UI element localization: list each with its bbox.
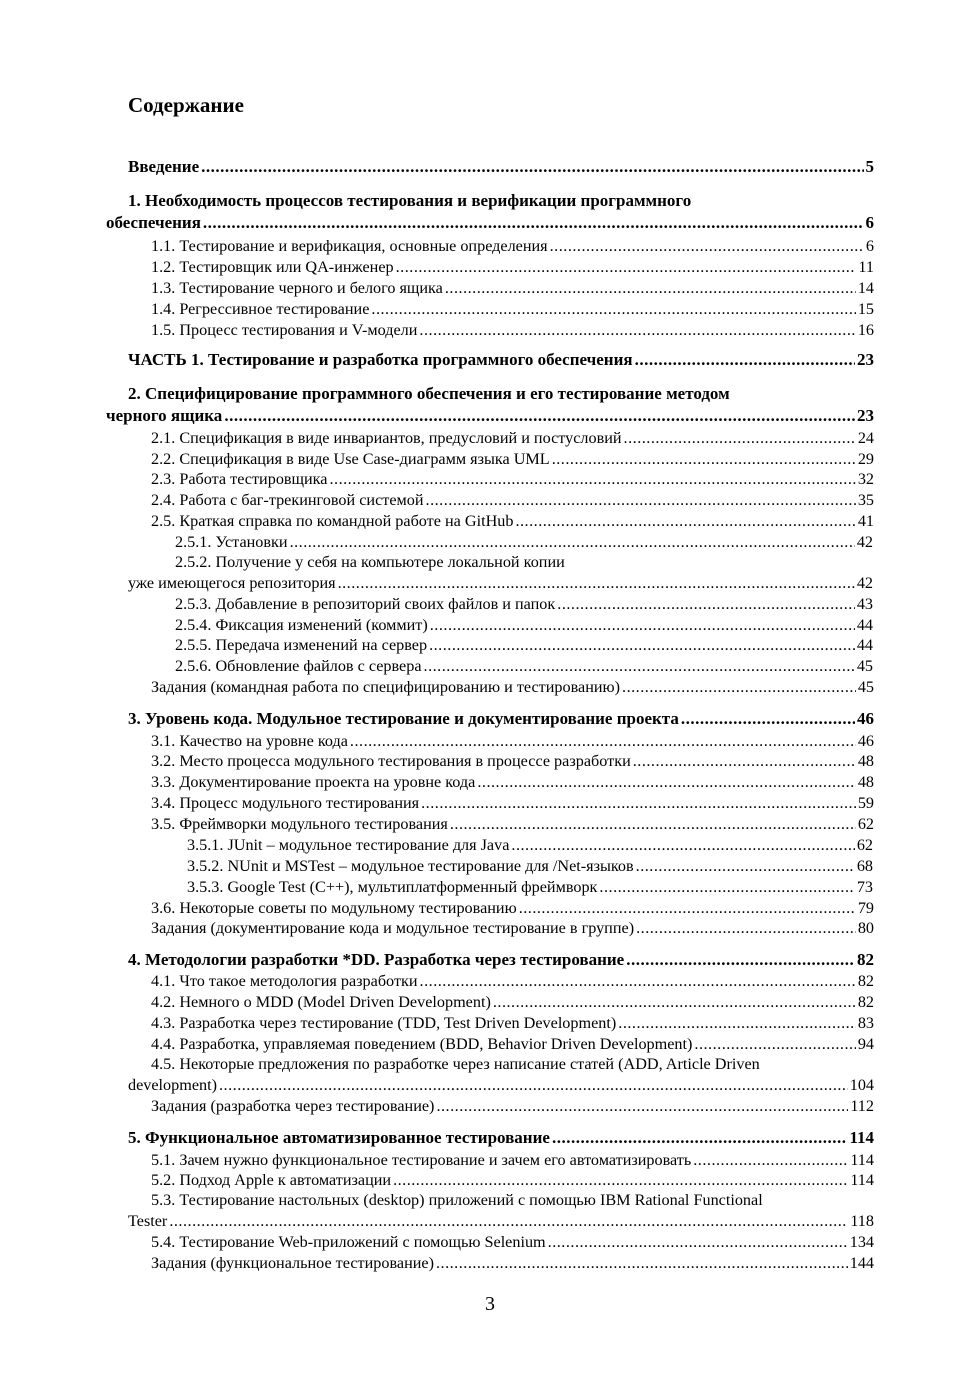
toc-entry-text: уже имеющегося репозитория <box>128 574 336 592</box>
toc-entry-page: 6 <box>865 213 874 232</box>
toc-entry-tasks-5[interactable] <box>151 1252 874 1274</box>
toc-entry-text: 3.1. Качество на уровне кода <box>151 732 348 750</box>
dot-leader <box>338 572 855 594</box>
toc-entry-page: 42 <box>856 574 873 592</box>
toc-entry-4-1[interactable] <box>151 970 874 992</box>
toc-entry-text: 1.4. Регрессивное тестирование <box>151 300 370 318</box>
dot-leader <box>626 949 855 971</box>
dot-leader <box>219 1074 848 1096</box>
dot-leader <box>224 405 855 427</box>
toc-entry-2-5-2[interactable] <box>128 572 873 594</box>
dot-leader <box>396 256 857 278</box>
dot-leader <box>618 1012 856 1034</box>
toc-entry-page: 46 <box>857 732 874 750</box>
toc-entry-text: 2.4. Работа с баг-трекинговой системой <box>151 491 424 509</box>
toc-entry-text: 1.1. Тестирование и верификация, основные определения <box>151 237 548 255</box>
toc-entry-text: 4.1. Что такое методология разработки <box>151 972 418 990</box>
dot-leader <box>424 655 855 677</box>
toc-entry-text: Введение <box>128 157 200 176</box>
dot-leader <box>624 427 856 449</box>
toc-entry-4-2[interactable] <box>151 991 874 1013</box>
toc-entry-chapter-2[interactable] <box>106 405 874 427</box>
toc-entry-text: черного ящика <box>106 406 223 425</box>
dot-leader <box>290 531 855 553</box>
toc-entry-2-1[interactable] <box>151 427 874 449</box>
toc-entry-5-3-line1[interactable]: 5.3. Тестирование настольных (desktop) приложений с помощью IBM Rational Functional <box>151 1191 763 1209</box>
toc-entry-text: 4. Методологии разработки *DD. Разработка через тестирование <box>128 950 625 969</box>
toc-entry-5-4[interactable] <box>151 1231 874 1253</box>
toc-entry-text: 4.3. Разработка через тестирование (TDD, Test Driven Development) <box>151 1014 617 1032</box>
toc-entry-1-2[interactable] <box>151 256 874 278</box>
page-number: 3 <box>485 1293 495 1315</box>
toc-entry-page: 48 <box>857 773 874 791</box>
dot-leader <box>622 676 856 698</box>
dot-leader <box>633 750 856 772</box>
toc-entry-page: 46 <box>857 709 874 728</box>
toc-entry-page: 144 <box>849 1254 874 1272</box>
dot-leader <box>393 1169 848 1191</box>
dot-leader <box>681 708 855 730</box>
toc-entry-text: development) <box>128 1076 217 1094</box>
toc-entry-3-2[interactable] <box>151 750 874 772</box>
toc-entry-text: 1.2. Тестировщик или QA-инженер <box>151 258 394 276</box>
toc-entry-text: 3.5.1. JUnit – модульное тестирование для Java <box>187 836 510 854</box>
dot-leader <box>515 510 855 532</box>
toc-entry-text: 2.3. Работа тестировщика <box>151 470 328 488</box>
toc-entry-text: ЧАСТЬ 1. Тестирование и разработка программного обеспечения <box>128 350 633 369</box>
toc-entry-text: 3.2. Место процесса модульного тестирования в процессе разработки <box>151 752 631 770</box>
toc-entry-page: 59 <box>857 794 874 812</box>
toc-entry-text: 3.3. Документирование проекта на уровне кода <box>151 773 476 791</box>
toc-entry-5-1[interactable] <box>151 1149 874 1171</box>
toc-entry-3-1[interactable] <box>151 730 874 752</box>
toc-entry-page: 62 <box>856 836 873 854</box>
toc-entry-page: 134 <box>849 1233 874 1251</box>
toc-entry-3-3[interactable] <box>151 771 874 793</box>
dot-leader <box>201 156 863 178</box>
toc-entry-text: Tester <box>128 1212 168 1230</box>
toc-entry-3-5-2[interactable] <box>187 855 873 877</box>
toc-entry-2-5-2-line1[interactable]: 2.5.2. Получение у себя на компьютере локальной копии <box>175 553 565 571</box>
dot-leader <box>599 876 854 898</box>
toc-entry-page: 42 <box>856 533 873 551</box>
toc-entry-4-5-line1[interactable]: 4.5. Некоторые предложения по разработке через написание статей (ADD, Article Driven <box>151 1055 760 1073</box>
toc-entry-page: 82 <box>857 950 874 969</box>
toc-entry-text: 2.1. Спецификация в виде инвариантов, предусловий и постусловий <box>151 429 622 447</box>
dot-leader <box>636 855 855 877</box>
toc-entry-4-3[interactable] <box>151 1012 874 1034</box>
toc-entry-chapter-2-line1[interactable]: 2. Специфицирование программного обеспечения и его тестирование методом <box>128 384 730 403</box>
toc-entry-2-5-1[interactable] <box>175 531 873 553</box>
toc-entry-page: 118 <box>850 1212 874 1230</box>
toc-entry-page: 32 <box>857 470 874 488</box>
toc-entry-page: 6 <box>865 237 874 255</box>
toc-entry-text: 1.3. Тестирование черного и белого ящика <box>151 279 443 297</box>
dot-leader <box>450 813 856 835</box>
toc-entry-3-4[interactable] <box>151 792 874 814</box>
dot-leader <box>557 593 855 615</box>
toc-entry-page: 114 <box>850 1151 874 1169</box>
toc-entry-tasks-4[interactable] <box>151 1095 874 1117</box>
dot-leader <box>635 349 855 371</box>
dot-leader <box>169 1210 848 1232</box>
toc-entry-text: 3.6. Некоторые советы по модульному тестированию <box>151 899 517 917</box>
toc-entry-page: 44 <box>856 616 873 634</box>
toc-entry-text: 4.4. Разработка, управляемая поведением (BDD, Behavior Driven Development) <box>151 1035 693 1053</box>
toc-entry-1-5[interactable] <box>151 319 874 341</box>
dot-leader <box>511 834 854 856</box>
toc-entry-1-3[interactable] <box>151 277 874 299</box>
toc-entry-page: 94 <box>857 1035 874 1053</box>
toc-entry-chapter-1-line1[interactable]: 1. Необходимость процессов тестирования и верификации программного <box>128 191 692 210</box>
toc-entry-text: 1.5. Процесс тестирования и V-модели <box>151 321 418 339</box>
toc-entry-text: 2.5.4. Фиксация изменений (коммит) <box>175 616 428 634</box>
toc-entry-4-5[interactable] <box>128 1074 874 1096</box>
dot-leader <box>419 319 855 341</box>
toc-entry-page: 82 <box>857 972 874 990</box>
dot-leader <box>548 1231 848 1253</box>
toc-entry-page: 112 <box>850 1097 874 1115</box>
toc-entry-page: 15 <box>857 300 874 318</box>
toc-entry-text: 5.2. Подход Apple к автоматизации <box>151 1171 392 1189</box>
toc-entry-text: 4.2. Немного о MDD (Model Driven Development) <box>151 993 491 1011</box>
toc-entry-text: 3.5. Фреймворки модульного тестирования <box>151 815 448 833</box>
toc-entry-tasks-2[interactable] <box>151 676 874 698</box>
toc-entry-5-3[interactable] <box>128 1210 874 1232</box>
toc-entry-text: 2.5.3. Добавление в репозиторий своих файлов и папок <box>175 595 556 613</box>
toc-entry-2-5[interactable] <box>151 510 874 532</box>
toc-entry-2-2[interactable] <box>151 448 874 470</box>
dot-leader <box>350 730 856 752</box>
toc-entry-page: 68 <box>856 857 873 875</box>
dot-leader <box>477 771 855 793</box>
dot-leader <box>371 298 855 320</box>
toc-entry-1-1[interactable] <box>151 235 874 257</box>
dot-leader <box>436 1095 848 1117</box>
toc-entry-page: 43 <box>856 595 873 613</box>
toc-entry-text: 3.4. Процесс модульного тестирования <box>151 794 420 812</box>
toc-entry-text: 3.5.3. Google Test (C++), мультиплатформенный фреймворк <box>187 878 598 896</box>
toc-entry-page: 29 <box>857 450 874 468</box>
toc-entry-page: 79 <box>857 899 874 917</box>
toc-entry-2-3[interactable] <box>151 468 874 490</box>
dot-leader <box>550 235 864 257</box>
toc-entry-page: 80 <box>857 919 874 937</box>
toc-entry-2-5-6[interactable] <box>175 655 873 677</box>
toc-entry-text: 2.2. Спецификация в виде Use Case-диаграмм языка UML <box>151 450 550 468</box>
dot-leader <box>552 448 856 470</box>
toc-entry-page: 11 <box>858 258 874 276</box>
dot-leader <box>429 634 855 656</box>
toc-entry-page: 14 <box>857 279 874 297</box>
toc-entry-page: 5 <box>865 157 874 176</box>
dot-leader <box>519 897 856 919</box>
toc-entry-2-4[interactable] <box>151 489 874 511</box>
toc-entry-3-5-1[interactable] <box>187 834 873 856</box>
toc-entry-page: 82 <box>857 993 874 1011</box>
toc-entry-text: 2.5. Краткая справка по командной работе на GitHub <box>151 512 514 530</box>
toc-entry-text: 2.5.5. Передача изменений на сервер <box>175 636 428 654</box>
toc-entry-3-5[interactable] <box>151 813 874 835</box>
toc-entry-text: 2.5.1. Установки <box>175 533 288 551</box>
toc-entry-text: Задания (разработка через тестирование) <box>151 1097 435 1115</box>
toc-entry-text: Задания (документирование кода и модульное тестирование в группе) <box>151 919 635 937</box>
toc-entry-page: 45 <box>856 657 873 675</box>
toc-entry-chapter-1[interactable] <box>106 212 874 234</box>
dot-leader <box>203 212 864 234</box>
toc-entry-2-5-5[interactable] <box>175 634 873 656</box>
dot-leader <box>436 1252 848 1274</box>
dot-leader <box>693 1149 848 1171</box>
dot-leader <box>636 917 856 939</box>
toc-entry-part-1[interactable] <box>128 349 874 371</box>
toc-entry-page: 104 <box>849 1076 874 1094</box>
dot-leader <box>552 1127 848 1149</box>
toc-entry-1-4[interactable] <box>151 298 874 320</box>
dot-leader <box>694 1033 855 1055</box>
toc-entry-tasks-3[interactable] <box>151 917 874 939</box>
toc-entry-text: 5. Функциональное автоматизированное тестирование <box>128 1128 550 1147</box>
toc-entry-4-4[interactable] <box>151 1033 874 1055</box>
toc-entry-text: Задания (командная работа по специфицированию и тестированию) <box>151 678 621 696</box>
dot-leader <box>421 792 856 814</box>
toc-entry-chapter-5[interactable] <box>128 1127 874 1149</box>
toc-entry-page: 48 <box>857 752 874 770</box>
toc-entry-page: 114 <box>849 1128 874 1147</box>
toc-entry-2-5-3[interactable] <box>175 593 873 615</box>
toc-entry-text: 5.1. Зачем нужно функциональное тестирование и зачем его автоматизировать <box>151 1151 692 1169</box>
toc-entry-5-2[interactable] <box>151 1169 874 1191</box>
toc-entry-text: 3. Уровень кода. Модульное тестирование и документирование проекта <box>128 709 679 728</box>
toc-entry-page: 114 <box>850 1171 874 1189</box>
toc-entry-text: обеспечения <box>106 213 201 232</box>
dot-leader <box>420 970 856 992</box>
toc-entry-2-5-4[interactable] <box>175 614 873 636</box>
toc-entry-chapter-4[interactable] <box>128 949 874 971</box>
toc-entry-3-6[interactable] <box>151 897 874 919</box>
toc-entry-page: 24 <box>857 429 874 447</box>
dot-leader <box>426 489 856 511</box>
page-title: Содержание <box>128 93 244 117</box>
toc-entry-page: 83 <box>857 1014 874 1032</box>
toc-entry-page: 23 <box>857 406 874 425</box>
toc-entry-text: 2.5.6. Обновление файлов с сервера <box>175 657 422 675</box>
toc-entry-3-5-3[interactable] <box>187 876 873 898</box>
toc-entry-text: 3.5.2. NUnit и MSTest – модульное тестирование для /Net-языков <box>187 857 634 875</box>
toc-entry-page: 16 <box>857 321 874 339</box>
toc-entry-page: 73 <box>856 878 873 896</box>
dot-leader <box>430 614 855 636</box>
toc-entry-chapter-3[interactable] <box>128 708 874 730</box>
dot-leader <box>445 277 856 299</box>
toc-entry-page: 62 <box>857 815 874 833</box>
toc-entry-page: 41 <box>857 512 874 530</box>
toc-entry-page: 35 <box>857 491 874 509</box>
dot-leader <box>493 991 856 1013</box>
dot-leader <box>329 468 855 490</box>
toc-entry-page: 45 <box>857 678 874 696</box>
toc-entry-text: Задания (функциональное тестирование) <box>151 1254 434 1272</box>
toc-entry-introduction[interactable] <box>128 156 874 178</box>
toc-entry-page: 44 <box>856 636 873 654</box>
toc-entry-page: 23 <box>857 350 874 369</box>
toc-entry-text: 5.4. Тестирование Web-приложений с помощью Selenium <box>151 1233 546 1251</box>
